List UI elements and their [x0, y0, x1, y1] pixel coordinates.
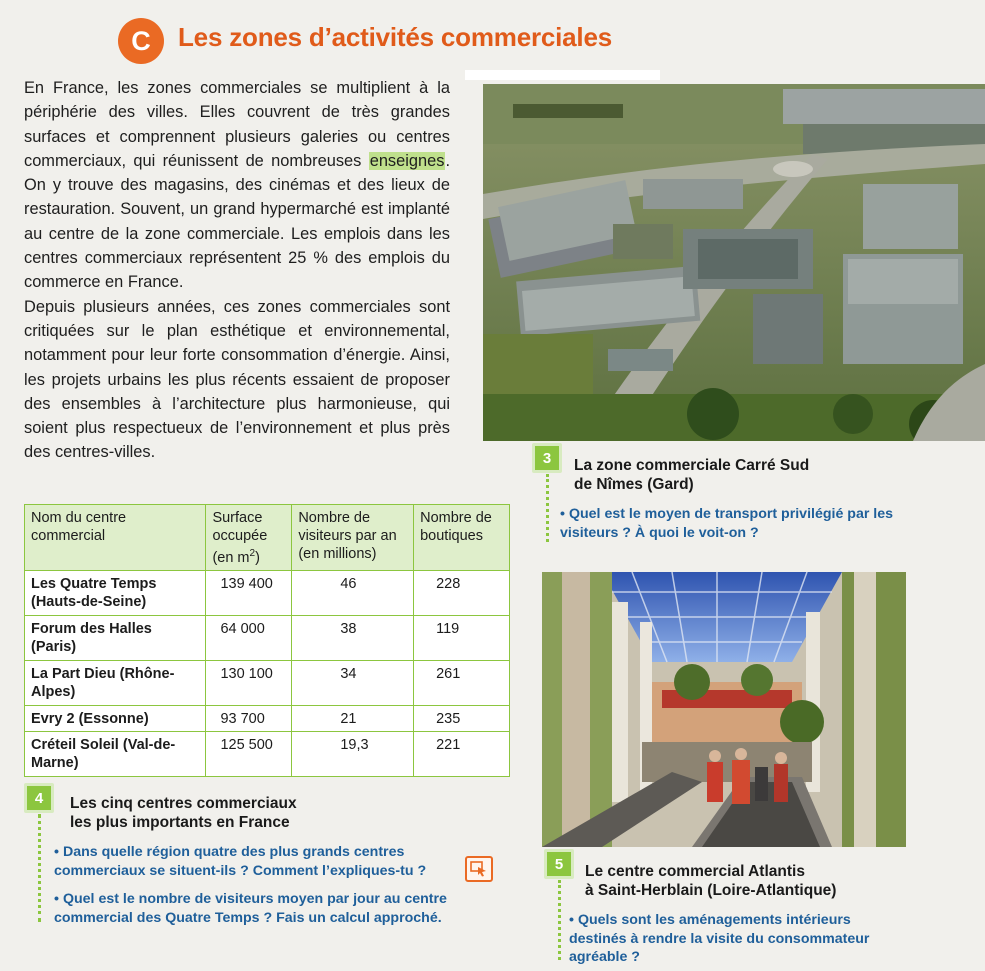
- bullet-icon: •: [560, 506, 565, 522]
- interior-photo-atlantis: [542, 572, 906, 847]
- header-visitors: Nombre de visiteurs par an (en millions): [292, 505, 414, 571]
- doc-4-question-1: [54, 843, 466, 880]
- bullet-icon: •: [54, 844, 59, 860]
- intro-p1-after: . On y trouve des magasins, des cinémas et des lieux de restauration. Souvent, un grand hypermarché est implanté au centre de la zone commerciale. Les emplois dans les centres commerciaux représentent 25 % des emplois du commerce en France.: [24, 151, 450, 292]
- cell-name: Créteil Soleil (Val-de-Marne): [25, 731, 206, 776]
- intro-p1-before: En France, les zones commerciales se multiplient à la périphérie des villes. Elles couvrent de très grandes surfaces et comprennent plusieurs galeries ou centres commerciaux, qui réunissent de nombreuses: [24, 79, 450, 170]
- cell-shops: 119: [414, 615, 510, 660]
- cell-visitors: 46: [292, 570, 414, 615]
- doc-5-title: [585, 862, 905, 900]
- table-row: [25, 705, 510, 731]
- header-surface-b: (en m: [212, 549, 250, 566]
- aerial-photo-carre-sud: [483, 84, 985, 441]
- table-row: [25, 615, 510, 660]
- doc-5-question-1-text: Quels sont les aménagements intérieurs destinés à rendre la visite du consommateur agréable ?: [569, 912, 870, 965]
- section-letter-badge: C: [118, 18, 164, 64]
- header-surface-c: ): [255, 549, 260, 566]
- section-title: Les zones d’activités commerciales: [178, 22, 612, 52]
- doc-5-question-1: [569, 911, 909, 967]
- cell-surface: 64 000: [206, 615, 292, 660]
- doc-5-title-line-2: à Saint-Herblain (Loire-Atlantique): [585, 882, 837, 899]
- cell-shops: 228: [414, 570, 510, 615]
- centres-table-container: [24, 504, 510, 777]
- doc-5-number-badge: 5: [544, 849, 574, 879]
- doc-4-question-1-text: Dans quelle région quatre des plus grands centres commerciaux se situent-ils ? Comment l’expliques-tu ?: [54, 844, 427, 879]
- cell-visitors: 19,3: [292, 731, 414, 776]
- header-surface: [206, 505, 292, 571]
- cell-shops: 221: [414, 731, 510, 776]
- doc-3-dotted-line: [546, 474, 549, 542]
- cell-surface: 93 700: [206, 705, 292, 731]
- doc-4-dotted-line: [38, 814, 41, 922]
- table-header-row: [25, 505, 510, 571]
- cell-name: La Part Dieu (Rhône-Alpes): [25, 660, 206, 705]
- bullet-icon: •: [569, 912, 574, 928]
- cell-name: Forum des Halles (Paris): [25, 615, 206, 660]
- header-surface-a: Surface occupée: [212, 510, 268, 544]
- cell-surface: 125 500: [206, 731, 292, 776]
- cell-shops: 261: [414, 660, 510, 705]
- doc-3-title-line-1: La zone commerciale Carré Sud: [574, 457, 810, 474]
- doc-5-title-line-1: Le centre commercial Atlantis: [585, 863, 805, 880]
- doc-4-title-line-2: les plus importants en France: [70, 814, 290, 831]
- cell-visitors: 34: [292, 660, 414, 705]
- doc-4-question-2: [54, 890, 494, 927]
- cell-visitors: 38: [292, 615, 414, 660]
- header-shops: Nombre de boutiques: [414, 505, 510, 571]
- cursor-click-icon[interactable]: [465, 856, 493, 882]
- intro-paragraph-2: Depuis plusieurs années, ces zones commerciales sont critiquées sur le plan esthétique et environnemental, notamment pour leur forte consommation d’énergie. Ainsi, les projets urbains les plus récents essaient de proposer des ensembles à l’architecture plus harmonieuse, qui soient plus respectueux de l’environnement et plus près des centres-villes.: [24, 297, 450, 462]
- doc-4-title-line-1: Les cinq centres commerciaux: [70, 795, 297, 812]
- header-surface-sup: 2: [249, 548, 256, 559]
- doc-4-question-2-text: Quel est le nombre de visiteurs moyen par jour au centre commercial des Quatre Temps ? Fais un calcul approché.: [54, 891, 447, 926]
- cell-name: Les Quatre Temps (Hauts-de-Seine): [25, 570, 206, 615]
- centres-table: [24, 504, 510, 777]
- cell-surface: 130 100: [206, 660, 292, 705]
- doc-5-dotted-line: [558, 880, 561, 960]
- bullet-icon: •: [54, 891, 59, 907]
- header-name: Nom du centre commercial: [25, 505, 206, 571]
- cell-shops: 235: [414, 705, 510, 731]
- table-row: [25, 570, 510, 615]
- doc-3-title: [574, 456, 874, 494]
- doc-3-question-1: [560, 505, 920, 542]
- doc-4-title: [70, 794, 390, 832]
- doc-3-number-badge: 3: [532, 443, 562, 473]
- cell-name: Evry 2 (Essonne): [25, 705, 206, 731]
- cell-surface: 139 400: [206, 570, 292, 615]
- highlighted-term[interactable]: enseignes: [369, 151, 445, 170]
- table-row: [25, 731, 510, 776]
- intro-text: [24, 76, 450, 465]
- doc-3-title-line-2: de Nîmes (Gard): [574, 476, 694, 493]
- doc-4-number-badge: 4: [24, 783, 54, 813]
- cell-visitors: 21: [292, 705, 414, 731]
- title-underline-bar: [465, 70, 660, 80]
- doc-3-question-1-text: Quel est le moyen de transport privilégié par les visiteurs ? À quoi le voit-on ?: [560, 506, 894, 541]
- table-row: [25, 660, 510, 705]
- intro-paragraph-1: [24, 76, 450, 295]
